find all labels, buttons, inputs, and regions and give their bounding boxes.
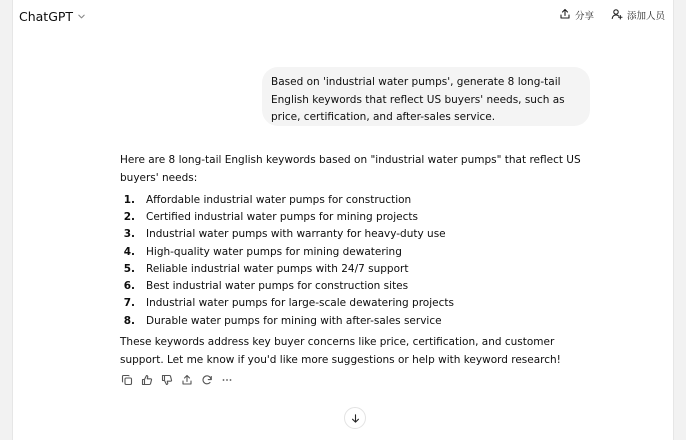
keyword-text: Reliable industrial water pumps with 24/7 support [146,262,409,275]
list-item [120,277,600,294]
chat-window [12,0,674,440]
regenerate-icon[interactable] [200,373,214,387]
list-item [120,243,600,260]
thumbs-down-icon[interactable] [160,373,174,387]
list-item [120,191,600,208]
assistant-message [120,152,600,369]
chevron-down-icon [77,12,86,21]
keyword-text: High-quality water pumps for mining dewatering [146,245,402,258]
keyword-text: Industrial water pumps with warranty for heavy-duty use [146,228,446,241]
user-message: Based on 'industrial water pumps', generate 8 long-tail English keywords that reflect US buyers' needs, such as price, certification, and after-sales service. [262,67,590,126]
add-people-label: 添加人员 [627,11,666,22]
assistant-outro: These keywords address key buyer concerns like price, certification, and customer support. Let me know if you'd like more suggestions or help with keyword research! [120,336,561,366]
share-icon[interactable] [180,373,194,387]
list-item [120,295,600,312]
keyword-text: Best industrial water pumps for construction sites [146,280,409,293]
scroll-down-button[interactable] [344,407,366,429]
keyword-text: Affordable industrial water pumps for construction [146,193,412,206]
top-bar [13,0,673,30]
list-number: 6. [123,280,135,293]
keyword-list [120,191,600,329]
thumbs-up-icon[interactable] [140,373,154,387]
assistant-intro: Here are 8 long-tail English keywords based on "industrial water pumps" that reflect US buyers' needs: [120,154,581,184]
model-switcher[interactable] [19,6,86,26]
more-icon[interactable] [220,373,234,387]
model-name: ChatGPT [19,8,74,24]
list-number: 2. [123,210,135,223]
list-number: 4. [123,245,135,258]
keyword-text: Certified industrial water pumps for mining projects [146,210,418,223]
list-item [120,312,600,329]
share-button[interactable] [559,7,594,23]
add-people-button[interactable] [611,7,665,23]
list-number: 3. [123,228,135,241]
list-item [120,260,600,277]
copy-icon[interactable] [120,373,134,387]
arrow-down-icon [350,413,361,424]
message-actions [120,372,234,388]
keyword-text: Industrial water pumps for large-scale dewatering projects [146,297,454,310]
share-label: 分享 [575,11,595,22]
share-icon [559,8,571,23]
list-number: 8. [123,314,135,327]
list-item [120,226,600,243]
list-number: 1. [123,193,135,206]
add-person-icon [611,8,623,23]
list-item [120,208,600,225]
list-number: 5. [123,262,135,275]
list-number: 7. [123,297,135,310]
keyword-text: Durable water pumps for mining with after-sales service [146,314,442,327]
